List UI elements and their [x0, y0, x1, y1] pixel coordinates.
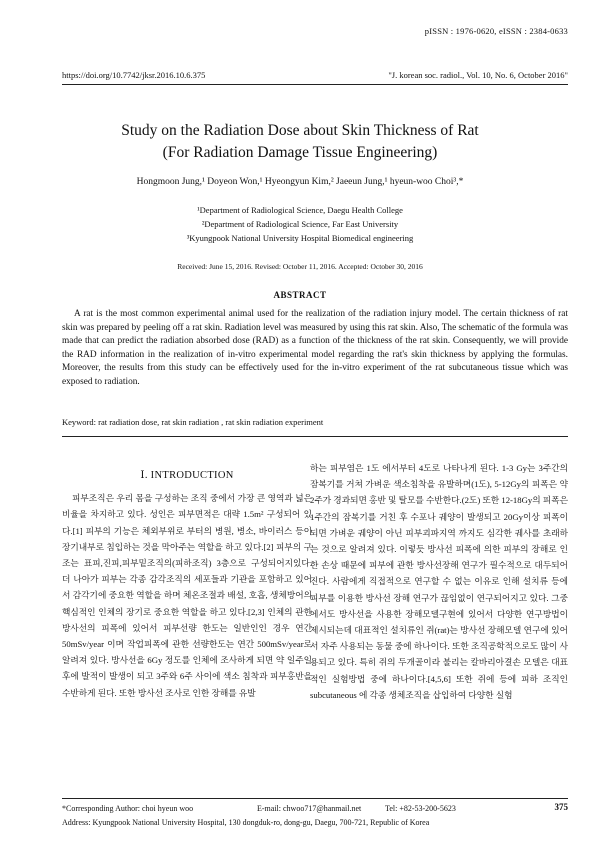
section-heading-introduction: Ⅰ. INTRODUCTION: [140, 470, 234, 481]
author-address: Address: Kyungpook National University Hospital, 130 dongduk-ro, dong-gu, Daegu, 700-721, Republic of Korea: [62, 818, 430, 827]
paper-title: [0, 120, 600, 164]
affiliation-3: ³Kyungpook National University Hospital Biomedical engineering: [186, 233, 414, 243]
affiliation-1: ¹Department of Radiological Science, Daegu Health College: [197, 205, 403, 215]
journal-citation: "J. korean soc. radiol., Vol. 10, No. 6, October 2016": [388, 70, 568, 80]
title-line-2: (For Radiation Damage Tissue Engineering): [162, 144, 438, 161]
author-email[interactable]: E-mail: chwoo717@hanmail.net: [257, 804, 362, 813]
footer-contact: [62, 804, 456, 813]
right-column: [310, 460, 568, 703]
corresponding-author: *Corresponding Author: choi hyeun woo: [62, 804, 194, 813]
keywords: Keyword: rat radiation dose, rat skin radiation , rat skin radiation experiment: [62, 417, 324, 427]
header-divider: [62, 84, 568, 85]
issn-line: pISSN : 1976-0620, eISSN : 2384-0633: [424, 26, 568, 36]
left-column: [62, 460, 312, 701]
intro-paragraph-left: 피부조직은 우리 몸을 구성하는 조직 중에서 가장 큰 영역과 넓은 비율을 차지하고 있다. 성인은 피부면적은 대략 1.5m² 구성되어 있다.[1] 피부의 기능은 체외부위로 부터의 병원, 병소, 바이러스 등이 장기내부로 침입하는 것을 막아주는 역할을 하고 있다.[2] 피부의 구조는 표피,진피,피부밑조직의(피하조직) 3층으로 구성되어지있다. 더 나아가 피부는 각종 감각조직의 세포들과 기관을 포함하고 있어서 감각기에 중요한 역할을 하며 체온조절과 배설, 호흡, 생체방어의 핵심적인 인체의 장기로 중요한 역할을 하고 있다.[2,3] 인체의 관한 방사선의 피폭에 있어서 피부선량 한도는 일반인인 경우 연간 50mSv/year 이며 작업피폭에 관한 선량한도는 연간 500mSv/year로 알려져 있다. 방사선을 6Gy 정도를 인체에 조사하게 되면 약 일주일 후에 발적이 발생이 되고 3주와 6주 사이에 색소 침착과 피부홍반을 수반하게 된다. 또한 방사선 조사로 인한 장해를 유발: [62, 493, 312, 698]
abstract-heading: ABSTRACT: [273, 290, 327, 300]
footer-divider: [62, 798, 568, 799]
author-phone: Tel: +82-53-200-5623: [385, 804, 456, 813]
doi-link[interactable]: https://doi.org/10.7742/jksr.2016.10.6.375: [62, 70, 206, 80]
submission-dates: Received: June 15, 2016. Revised: October 11, 2016. Accepted: October 30, 2016: [177, 262, 423, 271]
author-list: Hongmoon Jung,¹ Doyeon Won,¹ Hyeongyun Kim,² Jaeeun Jung,¹ hyeun-woo Choi³,*: [136, 177, 464, 187]
page-number: 375: [554, 802, 568, 812]
intro-paragraph-right: 하는 피부염은 1도 에서부터 4도로 나타나게 된다. 1-3 Gy는 3주간의 잠복기를 거쳐 가벼운 색소침착을 유발하며(1도), 5-12Gy의 피폭은 약2주가 경과되면 홍반 및 탈모를 수반한다.(2도) 또한 12-18Gy의 피폭은 1주간의 잠복기를 거친 후 수포나 궤양이 발생되고 20Gy이상 피폭이 되면 가벼운 궤양이 아닌 피부괴파지역 까지도 심각한 궤사를 초래하는 것으로 알려져 있다. 이렇듯 방사선 피폭에 의한 피부의 장해로 인한 손상 때문에 피부에 관한 방사선장해 연구가 필수적으로 대두되어진다. 사람에게 직접적으로 연구할 수 없는 이유로 인해 설치류 등에 피부를 이용한 방사선 장해 연구가 끊임없이 연구되어지고 있다. 그중에서도 방사선을 사용한 장해모델구현에 있어서 다양한 연구방법이 제시되는데 대표적인 설치류인 쥐(rat)는 방사선 장해모델 연구에 있어서 자주 사용되는 동물 중에 하나이다. 또한 조직공학적으로도 많이 사용되고 있다. 특히 쥐의 두개골이라 불리는 칼바리아결손 모델은 대표적인 실험방법 중에 하나이다.[4,5,6] 또한 쥐에 등에 피하 조직인 subcutaneous 에 각종 생체조직을 삽입하여 다양한 실험: [310, 463, 568, 700]
abstract-text: A rat is the most common experimental animal used for the realization of the radiation injury model. The certain thickness of rat skin was prepared by peeling off a rat skin. Radiation level was measured by using this rat skin. Also, The schematic of the formula was made that can predict the radiation absorbed dose (RAD) as a function of the thickness of the rat skin. Consequently, we will provide the RAD information in the realization of in-vitro experimental model regarding the rat's skin thickness by applying the formulas. Moreover, the results from this study can be effectively used for the in-vitro experiment of the rat subcutaneous tissue which was exposed to radiation.: [62, 309, 568, 387]
affiliation-2: ²Department of Radiological Science, Far East University: [201, 219, 399, 229]
title-line-1: Study on the Radiation Dose about Skin Thickness of Rat: [121, 122, 479, 139]
keywords-divider: [62, 436, 568, 437]
